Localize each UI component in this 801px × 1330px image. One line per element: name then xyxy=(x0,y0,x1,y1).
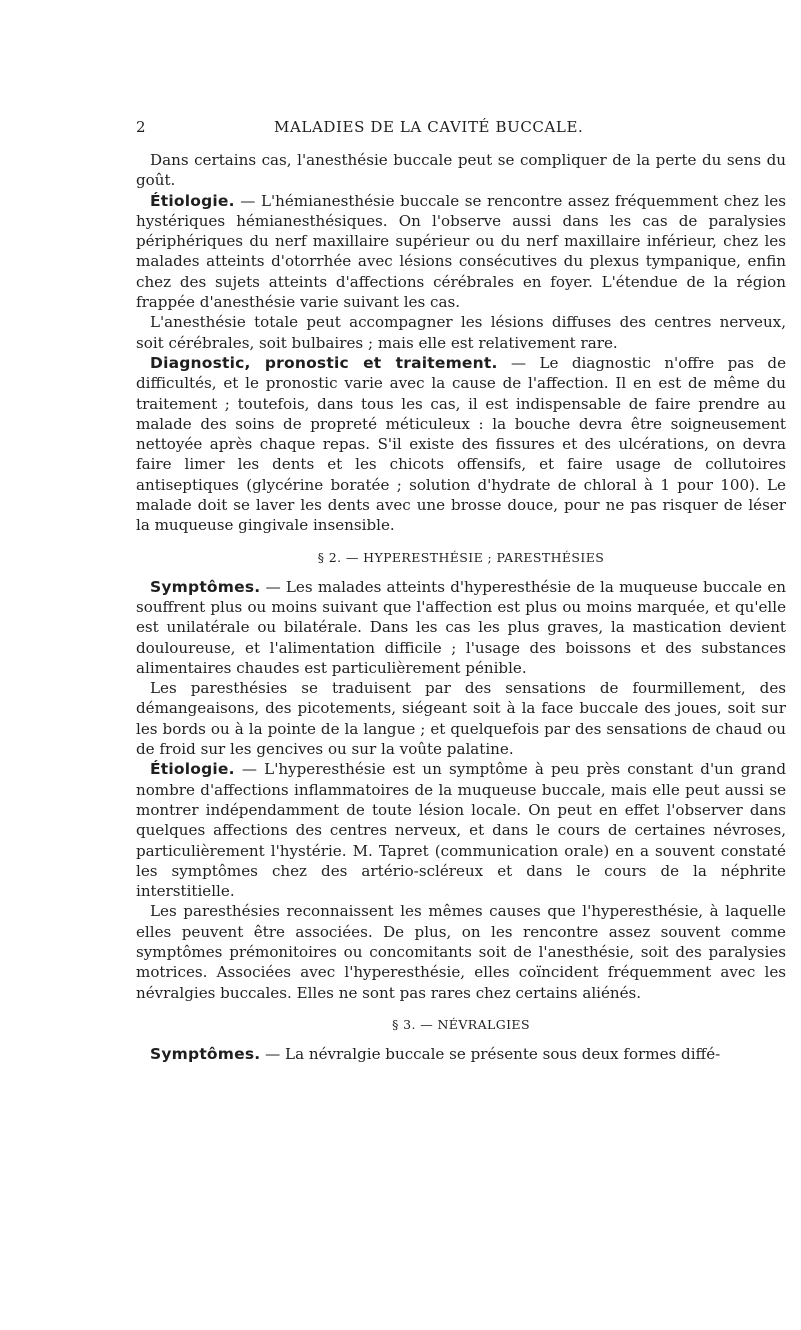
paragraph-etiologie-hyperesthesie xyxy=(136,759,786,901)
running-title: MALADIES DE LA CAVITÉ BUCCALE. xyxy=(274,118,584,136)
paragraph-text: — Les malades atteints d'hyperesthésie de la muqueuse buccale en souffrent plus ou moins suivant que l'affection est plus ou moins marquée, et qu'elle est unilatérale ou bilatérale. Dans les cas les plus graves, la mastication devient douloureuse, et l'alimentation difficile ; l'usage des boissons et des substances alimentaires chaudes est particulièrement pénible. xyxy=(136,577,786,677)
paragraph-text: — Le diagnostic n'offre pas de difficultés, et le pronostic varie avec la cause de l'affection. Il en est de même du traitement ; toutefois, dans tous les cas, il est indispensable de faire prendre au malade des soins de propreté méticuleux : la bouche devra être soigneusement nettoyée après chaque repas. S'il existe des fissures et des ulcérations, on devra faire limer les dents et les chicots offensifs, et faire usage de collutoires antiseptiques (glycérine boratée ; solution d'hydrate de chloral à 1 pour 100). Le malade doit se laver les dents avec une brosse douce, pour ne pas risquer de léser la muqueuse gingivale insensible. xyxy=(136,353,786,535)
paragraph-anesthesie-gout: Dans certains cas, l'anesthésie buccale peut se compliquer de la perte du sens du goût. xyxy=(136,151,786,190)
paragraph-text: — L'hyperesthésie est un symptôme à peu près constant d'un grand nombre d'affections inflammatoires de la muqueuse buccale, mais elle peut aussi se montrer indépendamment de toute lésion locale. On peut en effet l'observer dans quelques affections des centres nerveux, et dans le cours de certaines névroses, particulièrement l'hystérie. M. Tapret (communication orale) en a souvent constaté les symptômes chez des artério-scléreux et dans le cours de la néphrite interstitielle. xyxy=(136,760,786,901)
paragraph-symptomes-nevralgie xyxy=(136,1044,786,1064)
paragraph-etiologie-anesthesie xyxy=(136,191,786,313)
subheading-symptomes: Symptômes. xyxy=(150,577,261,596)
paragraph-anesthesie-totale: L'anesthésie totale peut accompagner les lésions diffuses des centres nerveux, soit cérébrales, soit bulbaires ; mais elle est relativement rare. xyxy=(136,313,786,352)
page-number: 2 xyxy=(136,118,147,136)
subheading-diagnostic: Diagnostic, pronostic et traitement. xyxy=(150,353,498,372)
paragraph-symptomes-hyperesthesie xyxy=(136,577,786,678)
paragraph-diagnostic xyxy=(136,353,786,536)
paragraph-paresthesies-causes: Les paresthésies reconnaissent les mêmes causes que l'hyperesthésie, à laquelle elles peuvent être associées. De plus, on les rencontre assez souvent comme symptômes prémonitoires ou concomitants soit de l'anesthésie, soit des paralysies motrices. Associées avec l'hyperesthésie, elles coïncident fréquemment avec les névralgies buccales. Elles ne sont pas rares chez certains aliénés. xyxy=(136,902,786,1002)
paragraph-paresthesies: Les paresthésies se traduisent par des sensations de fourmillement, des démangeaisons, des picotements, siégeant soit à la face buccale des joues, soit sur les bords ou à la pointe de la langue ; et quelquefois par des sensations de chaud ou de froid sur les gencives ou sur la voûte palatine. xyxy=(136,679,786,759)
subheading-symptomes: Symptômes. xyxy=(150,1044,261,1063)
paragraph-text: — L'hémianesthésie buccale se rencontre assez fréquemment chez les hystériques hémianesthésiques. On l'observe aussi dans les cas de paralysies périphériques du nerf maxillaire supérieur ou du nerf maxillaire inférieur, chez les malades atteints d'otorrhée avec lésions consécutives du plexus tympanique, enfin chez des sujets atteints d'affections cérébrales en foyer. L'étendue de la région frappée d'anesthésie varie suivant les cas. xyxy=(136,191,786,312)
paragraph-text: — La névralgie buccale se présente sous deux formes diffé- xyxy=(260,1044,721,1063)
section-heading-hyperesthesie: § 2. — HYPERESTHÉSIE ; PARESTHÉSIES xyxy=(317,549,605,565)
subheading-etiologie: Étiologie. xyxy=(150,191,235,210)
section-heading-nevralgies: § 3. — NÉVRALGIES xyxy=(392,1016,530,1032)
book-page xyxy=(136,118,786,1064)
subheading-etiologie: Étiologie. xyxy=(150,760,235,779)
running-head xyxy=(136,118,786,140)
